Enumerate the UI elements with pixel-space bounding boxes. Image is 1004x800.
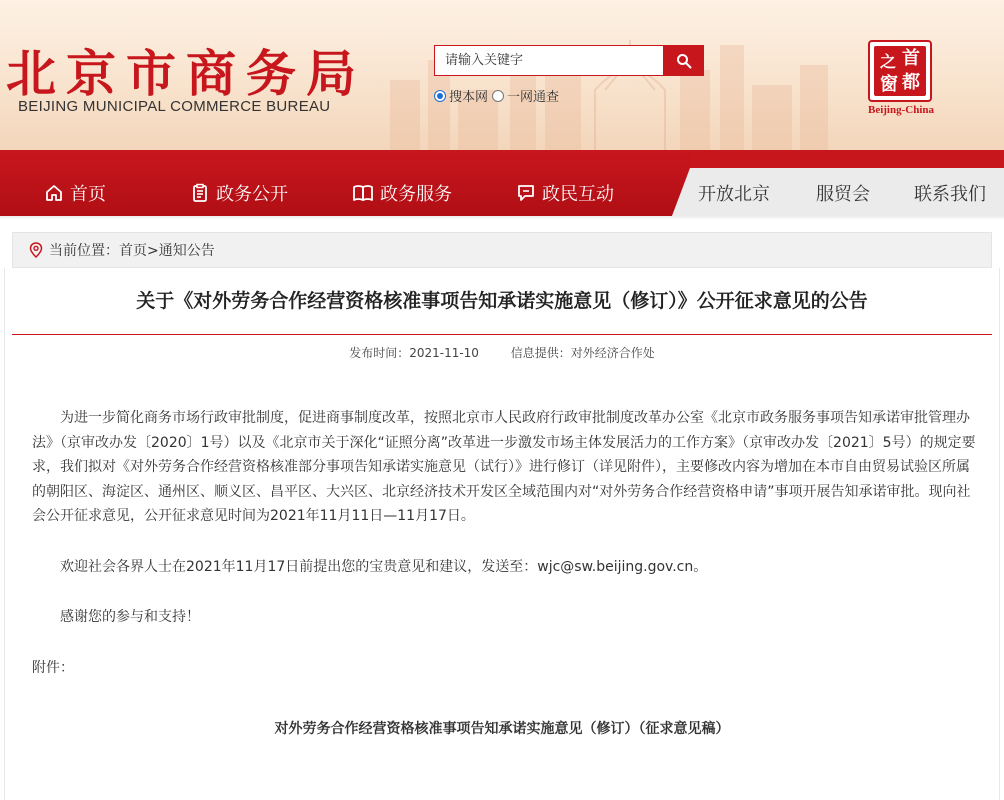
nav-item-interaction[interactable] — [516, 178, 614, 208]
scope-radio-label: 一网通查 — [507, 90, 560, 105]
title-divider — [12, 334, 992, 335]
seal-char: 之 — [880, 52, 897, 71]
main-nav — [0, 150, 1004, 216]
capital-window-logo[interactable] — [868, 40, 932, 102]
source-name: 对外经济合作处 — [570, 346, 655, 360]
source-info: 信息提供：对外经济合作处 — [510, 346, 655, 360]
article-body — [32, 406, 976, 680]
scope-radio-site[interactable] — [434, 86, 488, 105]
skyline-illustration — [380, 20, 840, 150]
nav-item-ciftis[interactable]: 服贸会 — [816, 184, 870, 205]
nav-item-home[interactable] — [44, 178, 106, 208]
breadcrumb — [12, 232, 992, 268]
site-title-cn: 北京市商务局 — [6, 44, 366, 103]
nav-item-label: 政务服务 — [380, 184, 452, 205]
nav-item-open-beijing[interactable]: 开放北京 — [698, 184, 770, 205]
capital-window-caption: Beijing-China — [867, 104, 934, 116]
nav-item-label: 首页 — [70, 184, 106, 205]
home-icon — [44, 183, 64, 203]
article-paragraph: 感谢您的参与和支持！ — [60, 609, 200, 625]
breadcrumb-path[interactable]: 首页>通知公告 — [119, 243, 215, 259]
article-paragraph: 欢迎社会各界人士在2021年11月17日前提出您的宝贵意见和建议，发送至：wjc@sw.beijing.gov.cn。 — [60, 558, 708, 575]
radio-unchecked-icon — [492, 90, 504, 102]
nav-item-gov-affairs[interactable] — [190, 178, 288, 208]
search-button[interactable] — [664, 45, 704, 76]
location-pin-icon — [29, 242, 43, 258]
article-meta — [0, 344, 1004, 361]
seal-char: 都 — [902, 72, 920, 93]
seal-char: 首 — [902, 48, 920, 69]
nav-item-label: 政民互动 — [542, 184, 614, 205]
article-paragraph: 为进一步简化商务市场行政审批制度，促进商事制度改革，按照北京市人民政府行政审批制度改革办公室《北京市政务服务事项告知承诺审批管理办法》（京审改办发〔2020〕1号）以及《北京市关于深化“证照分离”改革进一步激发市场主体发展活力的工作方案》（京审改办发〔2021〕5号）的规定要求，我们拟对《对外劳务合作经营资格核准部分事项告知承诺实施意见（试行）》进行修订（详见附件），主要修改内容为增加在本市自由贸易试验区所属的朝阳区、海淀区、通州区、顺义区、昌平区、大兴区、北京经济技术开发区全域范围内对“对外劳务合作经营资格申请”事项开展告知承诺审批。现向社会公开征求意见，公开征求意见时间为2021年11月11日—11月17日。 — [32, 410, 976, 524]
scope-radio-label: 搜本网 — [449, 90, 489, 105]
publish-date: 2021-11-10 — [409, 346, 479, 360]
site-title-en: BEIJING MUNICIPAL COMMERCE BUREAU — [18, 98, 331, 115]
nav-item-contact[interactable]: 联系我们 — [914, 184, 986, 205]
attachment-label: 附件： — [32, 659, 74, 676]
document-icon — [190, 183, 210, 203]
seal-char: 窗 — [880, 74, 898, 95]
radio-checked-icon — [434, 90, 446, 102]
site-header — [0, 0, 1004, 150]
article-title: 关于《对外劳务合作经营资格核准事项告知承诺实施意见（修订）》公开征求意见的公告 — [136, 290, 868, 312]
scope-radio-all[interactable] — [492, 86, 559, 105]
breadcrumb-prefix: 当前位置： — [49, 243, 119, 259]
book-icon — [352, 183, 374, 203]
search-icon — [676, 53, 692, 69]
search-input[interactable]: 请输入关键字 — [434, 45, 664, 76]
chat-icon — [516, 183, 536, 203]
publish-info: 发布时间：2021-11-10 — [349, 346, 479, 360]
nav-item-label: 政务公开 — [216, 184, 288, 205]
attachment-link[interactable]: 对外劳务合作经营资格核准事项告知承诺实施意见（修订）（征求意见稿） — [274, 721, 730, 737]
nav-item-gov-services[interactable] — [352, 178, 452, 208]
search-scope — [434, 86, 563, 105]
